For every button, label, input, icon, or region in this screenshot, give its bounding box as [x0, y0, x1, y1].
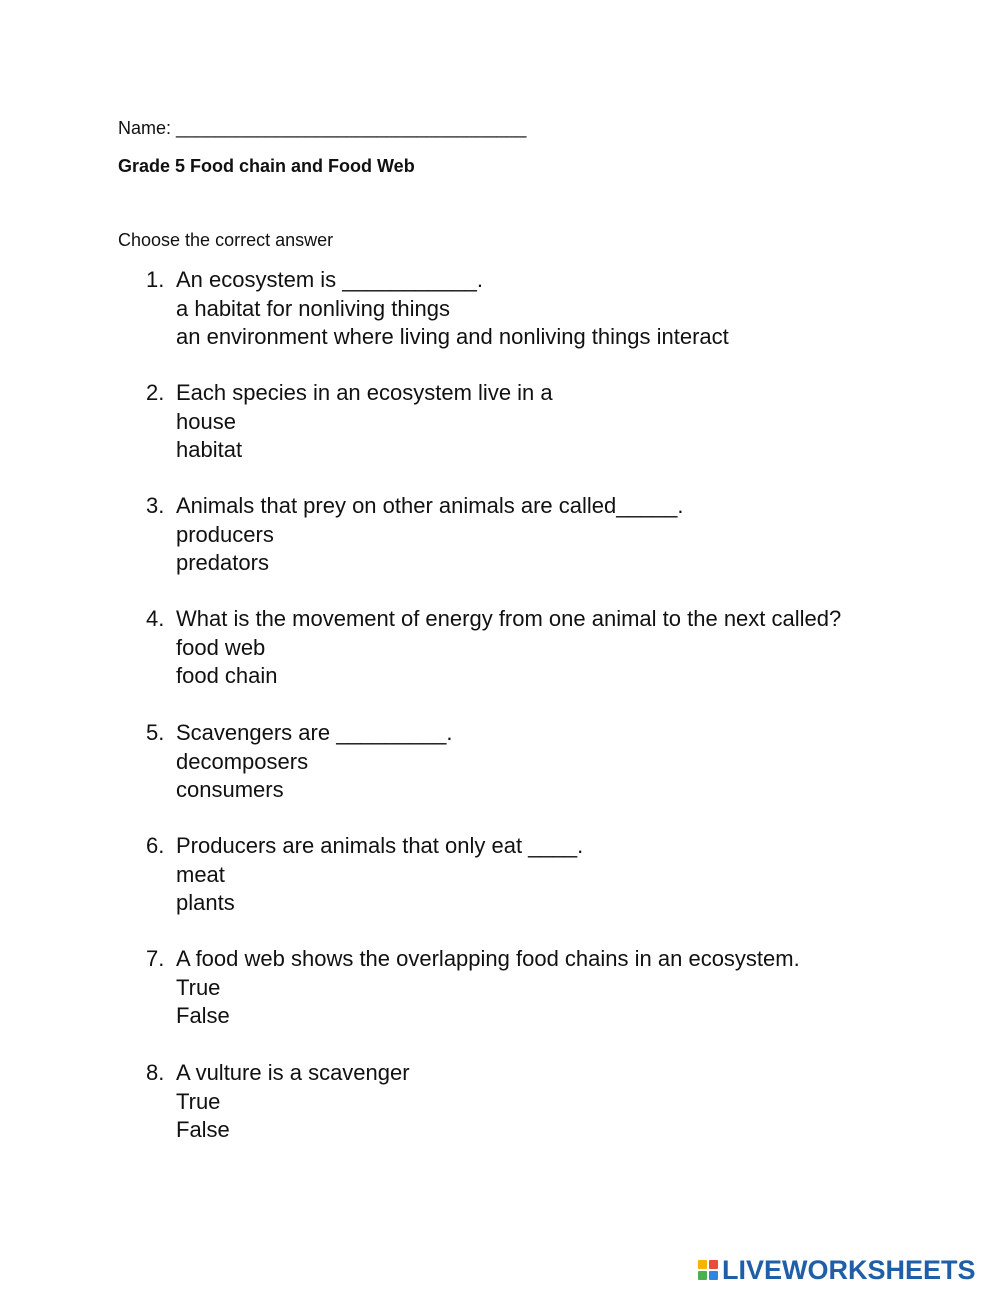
question-text: A vulture is a scavenger [176, 1060, 410, 1085]
answer-option[interactable]: food chain [176, 663, 278, 688]
answer-option[interactable]: predators [176, 550, 269, 575]
question-text: Each species in an ecosystem live in a [176, 380, 553, 405]
question-number: 4. [146, 606, 165, 631]
question-text: Animals that prey on other animals are called_____. [176, 493, 684, 518]
answer-option[interactable]: decomposers [176, 748, 309, 774]
question-text: Scavengers are _________. [176, 720, 453, 745]
question-number: 7. [146, 946, 165, 971]
answer-option[interactable]: plants [176, 890, 235, 915]
instruction-text: Choose the correct answer [118, 230, 334, 250]
answer-option[interactable]: an environment where living and nonliving things interact [176, 324, 729, 349]
worksheet-title: Grade 5 Food chain and Food Web [118, 156, 415, 176]
logo-text: LIVEWORKSHEETS [722, 1255, 976, 1285]
answer-option[interactable]: a habitat for nonliving things [176, 295, 450, 321]
answer-option[interactable]: consumers [176, 777, 284, 802]
answer-option[interactable]: False [176, 1003, 230, 1028]
answer-option[interactable]: food web [176, 634, 266, 660]
question-number: 5. [146, 720, 165, 745]
question-text: What is the movement of energy from one animal to the next called? [176, 606, 842, 631]
liveworksheets-logo [698, 1255, 976, 1285]
question-text: An ecosystem is ___________. [176, 267, 483, 292]
question-number: 3. [146, 493, 165, 518]
liveworksheets-logo-icon [698, 1260, 718, 1280]
answer-option[interactable]: False [176, 1117, 230, 1142]
answer-option[interactable]: house [176, 408, 236, 434]
answer-option[interactable]: True [176, 1088, 221, 1114]
question-number: 6. [146, 833, 165, 858]
answer-option[interactable]: True [176, 974, 221, 1000]
question-number: 1. [146, 267, 165, 292]
question-text: A food web shows the overlapping food chains in an ecosystem. [176, 946, 800, 971]
answer-option[interactable]: habitat [176, 437, 243, 462]
question-number: 8. [146, 1060, 165, 1085]
question-number: 2. [146, 380, 165, 405]
answer-option[interactable]: meat [176, 861, 225, 887]
answer-option[interactable]: producers [176, 521, 274, 547]
question-text: Producers are animals that only eat ____. [176, 833, 584, 858]
name-field-label: Name: ___________________________________ [118, 118, 527, 138]
